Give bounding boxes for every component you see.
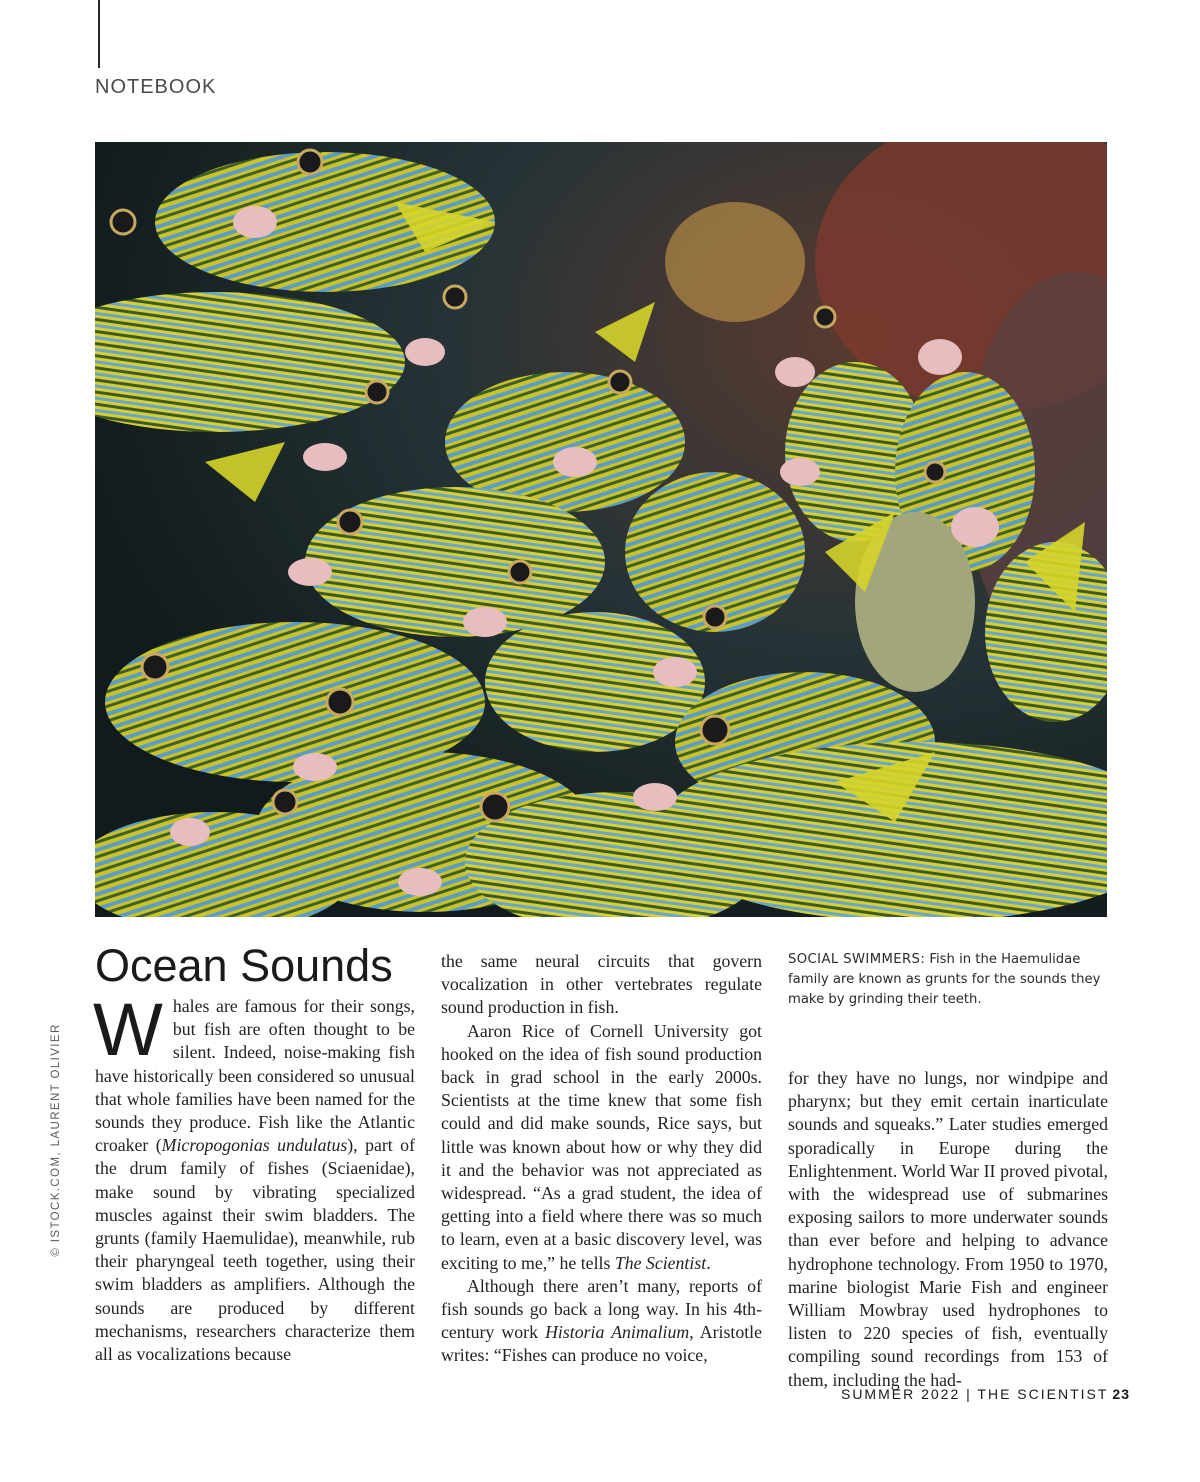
photo-caption <box>788 950 1104 1010</box>
paragraph: for they have no lungs, nor windpipe and pharynx; but they emit certain inarticulate sounds and squeaks.” Later studies emerged sporadically in Europe during the Enlightenment. World War II proved pivotal, with the widespread use of submarines exposing sailors to more underwater sounds than ever before and helping to advance hydrophone technology. From 1950 to 1970, marine biologist Marie Fish and engineer William Mowbray used hydrophones to listen to 220 species of fish, eventually compiling sound recordings from 153 of them, including the had- <box>788 1068 1108 1390</box>
caption-label: SOCIAL SWIMMERS: <box>788 952 926 967</box>
publication-name: The Scientist <box>614 1252 707 1273</box>
page-number: 23 <box>1112 1386 1130 1402</box>
fish-school-photo <box>95 142 1107 917</box>
caption-text: Fish in the Haemulidae family are known as grunts for the sounds they make by grinding their teeth. <box>788 952 1101 1007</box>
photo-credit-text: © ISTOCK.COM, LAURENT OLIVIER <box>50 1023 62 1257</box>
work-title: Historia Animalium <box>545 1322 690 1343</box>
page-footer <box>841 1386 1130 1402</box>
section-label: NOTEBOOK <box>95 76 217 98</box>
issue-label: SUMMER 2022 | THE SCIENTIST <box>840 1386 1109 1402</box>
drop-cap: W <box>93 988 163 1071</box>
species-name: Micropogonias undulatus <box>161 1135 348 1156</box>
paragraph: the same neural circuits that govern vocalization in other vertebrates regulate sound production in fish. <box>441 951 762 1018</box>
column-1 <box>93 988 415 1366</box>
column-2 <box>441 950 762 1368</box>
paragraph: Whales are famous for their songs, but fish are often thought to be silent. Indeed, noise-making fish have historically been considered so unusual that whole families have been named for the sounds they produce. Fish like the Atlantic croaker (Micropogonias undulatus), part of the drum family of fishes (Sciaenidae), make sound by vibrating specialized muscles against their swim bladders. The grunts (family Haemulidae), meanwhile, rub their pharyngeal teeth together, using their swim bladders as amplifiers. Although the sounds are produced by different mechanisms, researchers characterize them all as vocalizations because <box>93 988 415 1365</box>
header-rule <box>98 0 100 68</box>
paragraph: Although there aren’t many, reports of fish sounds go back a long way. In his 4th-century work Historia Animalium, Aristotle writes: “Fishes can produce no voice, <box>441 1275 762 1366</box>
paragraph: Aaron Rice of Cornell University got hooked on the idea of fish sound production back in grad school in the early 2000s. Scientists at the time knew that some fish could and did make sounds, Rice says, but little was known about how or why they did it and the behavior was not appreciated as widespread. “As a grad student, the idea of getting into a field where there was so much to learn, even at a basic discovery level, was exciting to me,” he tells The Scientist. <box>441 1020 762 1273</box>
column-3 <box>788 1067 1108 1392</box>
article-title: Ocean Sounds <box>95 940 393 991</box>
